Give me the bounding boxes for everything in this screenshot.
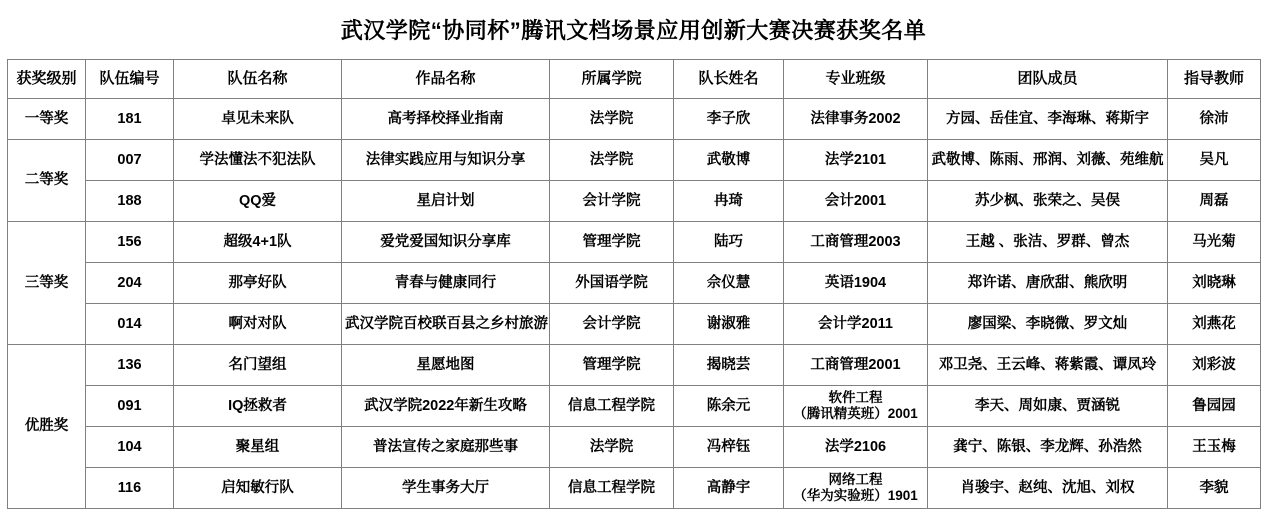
cell-team-id: 091 <box>86 386 174 427</box>
cell-team-id: 204 <box>86 263 174 304</box>
cell-team-name: 聚星组 <box>174 427 342 468</box>
page-title: 武汉学院“协同杯”腾讯文档场景应用创新大赛决赛获奖名单 <box>340 18 927 43</box>
cell-work-name: 爱党爱国知识分享库 <box>342 222 550 263</box>
grade-cell-merit-prize: 优胜奖 <box>8 345 86 509</box>
cell-teacher: 鲁园园 <box>1168 386 1261 427</box>
cell-members: 王越 、张洁、罗群、曾杰 <box>928 222 1168 263</box>
major-class-line-2: （华为实验班）1901 <box>793 488 918 503</box>
cell-members: 李天、周如康、贾涵锐 <box>928 386 1168 427</box>
cell-major-class: 英语1904 <box>784 263 928 304</box>
cell-team-id: 156 <box>86 222 174 263</box>
table-row <box>8 263 1261 304</box>
table-header-row <box>8 60 1261 99</box>
cell-leader: 陈余元 <box>674 386 784 427</box>
cell-teacher: 吴凡 <box>1168 140 1261 181</box>
cell-team-id: 104 <box>86 427 174 468</box>
cell-teacher: 周磊 <box>1168 181 1261 222</box>
cell-college: 外国语学院 <box>550 263 674 304</box>
cell-members: 肖骏宇、赵纯、沈旭、刘权 <box>928 468 1168 509</box>
cell-major-class: 法学2101 <box>784 140 928 181</box>
cell-work-name: 星愿地图 <box>342 345 550 386</box>
cell-leader: 高静宇 <box>674 468 784 509</box>
cell-team-name: 啊对对队 <box>174 304 342 345</box>
grade-cell-second-prize: 二等奖 <box>8 140 86 222</box>
cell-college: 法学院 <box>550 99 674 140</box>
cell-college: 管理学院 <box>550 222 674 263</box>
cell-members: 苏少枫、张荣之、吴俣 <box>928 181 1168 222</box>
cell-work-name: 法律实践应用与知识分享 <box>342 140 550 181</box>
cell-leader: 谢淑雅 <box>674 304 784 345</box>
award-list-table <box>7 59 1261 509</box>
cell-leader: 冯梓钰 <box>674 427 784 468</box>
cell-work-name: 武汉学院百校联百县之乡村旅游 <box>342 304 550 345</box>
cell-team-name: 超级4+1队 <box>174 222 342 263</box>
cell-work-name: 高考择校择业指南 <box>342 99 550 140</box>
table-row <box>8 99 1261 140</box>
cell-members: 郑许诺、唐欣甜、熊欣明 <box>928 263 1168 304</box>
cell-college: 法学院 <box>550 427 674 468</box>
cell-teacher: 王玉梅 <box>1168 427 1261 468</box>
table-row <box>8 181 1261 222</box>
cell-team-name: 名门望组 <box>174 345 342 386</box>
major-class-line-1: 软件工程 <box>828 390 883 406</box>
table-row <box>8 140 1261 181</box>
cell-leader: 揭晓芸 <box>674 345 784 386</box>
column-header-team-id: 队伍编号 <box>86 60 174 99</box>
column-header-major-class: 专业班级 <box>784 60 928 99</box>
cell-members: 方园、岳佳宜、李海琳、蒋斯宇 <box>928 99 1168 140</box>
cell-members: 龚宁、陈银、李龙辉、孙浩然 <box>928 427 1168 468</box>
major-class-line-1: 网络工程 <box>828 472 883 488</box>
cell-teacher: 刘彩波 <box>1168 345 1261 386</box>
cell-major-class: 会计学2011 <box>784 304 928 345</box>
cell-team-id: 188 <box>86 181 174 222</box>
cell-team-id: 136 <box>86 345 174 386</box>
cell-members: 廖国梁、李晓微、罗文灿 <box>928 304 1168 345</box>
cell-team-name: 那亭好队 <box>174 263 342 304</box>
column-header-members: 团队成员 <box>928 60 1168 99</box>
cell-leader: 冉琦 <box>674 181 784 222</box>
cell-team-name: 卓见未来队 <box>174 99 342 140</box>
cell-teacher: 刘燕花 <box>1168 304 1261 345</box>
table-row <box>8 386 1261 427</box>
cell-teacher: 刘晓琳 <box>1168 263 1261 304</box>
grade-cell-first-prize: 一等奖 <box>8 99 86 140</box>
cell-team-name: QQ爱 <box>174 181 342 222</box>
grade-cell-third-prize: 三等奖 <box>8 222 86 345</box>
cell-team-name: 启知敏行队 <box>174 468 342 509</box>
cell-college: 会计学院 <box>550 181 674 222</box>
cell-teacher: 徐沛 <box>1168 99 1261 140</box>
cell-major-class: 会计2001 <box>784 181 928 222</box>
column-header-grade: 获奖级别 <box>8 60 86 99</box>
cell-college: 会计学院 <box>550 304 674 345</box>
cell-teacher: 马光菊 <box>1168 222 1261 263</box>
cell-team-id: 181 <box>86 99 174 140</box>
major-class-line-2: （腾讯精英班）2001 <box>793 406 918 421</box>
cell-work-name: 普法宣传之家庭那些事 <box>342 427 550 468</box>
cell-work-name: 武汉学院2022年新生攻略 <box>342 386 550 427</box>
cell-work-name: 学生事务大厅 <box>342 468 550 509</box>
cell-team-id: 007 <box>86 140 174 181</box>
cell-leader: 武敬博 <box>674 140 784 181</box>
cell-work-name: 青春与健康同行 <box>342 263 550 304</box>
cell-major-class: 法学2106 <box>784 427 928 468</box>
cell-teacher: 李貌 <box>1168 468 1261 509</box>
cell-leader: 李子欣 <box>674 99 784 140</box>
cell-team-name: IQ拯救者 <box>174 386 342 427</box>
cell-work-name: 星启计划 <box>342 181 550 222</box>
column-header-work-name: 作品名称 <box>342 60 550 99</box>
cell-college: 管理学院 <box>550 345 674 386</box>
cell-members: 武敬博、陈雨、邢润、刘薇、苑维航 <box>928 140 1168 181</box>
table-row <box>8 427 1261 468</box>
cell-major-class: 工商管理2001 <box>784 345 928 386</box>
cell-major-class: 法律事务2002 <box>784 99 928 140</box>
table-row <box>8 222 1261 263</box>
table-row <box>8 345 1261 386</box>
cell-major-class: 工商管理2003 <box>784 222 928 263</box>
cell-major-class <box>784 386 928 427</box>
column-header-teacher: 指导教师 <box>1168 60 1261 99</box>
cell-team-name: 学法懂法不犯法队 <box>174 140 342 181</box>
cell-college: 法学院 <box>550 140 674 181</box>
column-header-college: 所属学院 <box>550 60 674 99</box>
cell-members: 邓卫尧、王云峰、蒋紫霞、谭凤玲 <box>928 345 1168 386</box>
cell-team-id: 116 <box>86 468 174 509</box>
table-row <box>8 468 1261 509</box>
cell-leader: 佘仪慧 <box>674 263 784 304</box>
column-header-leader: 队长姓名 <box>674 60 784 99</box>
cell-team-id: 014 <box>86 304 174 345</box>
cell-college: 信息工程学院 <box>550 386 674 427</box>
column-header-team-name: 队伍名称 <box>174 60 342 99</box>
cell-major-class <box>784 468 928 509</box>
cell-college: 信息工程学院 <box>550 468 674 509</box>
table-row <box>8 304 1261 345</box>
cell-leader: 陆巧 <box>674 222 784 263</box>
